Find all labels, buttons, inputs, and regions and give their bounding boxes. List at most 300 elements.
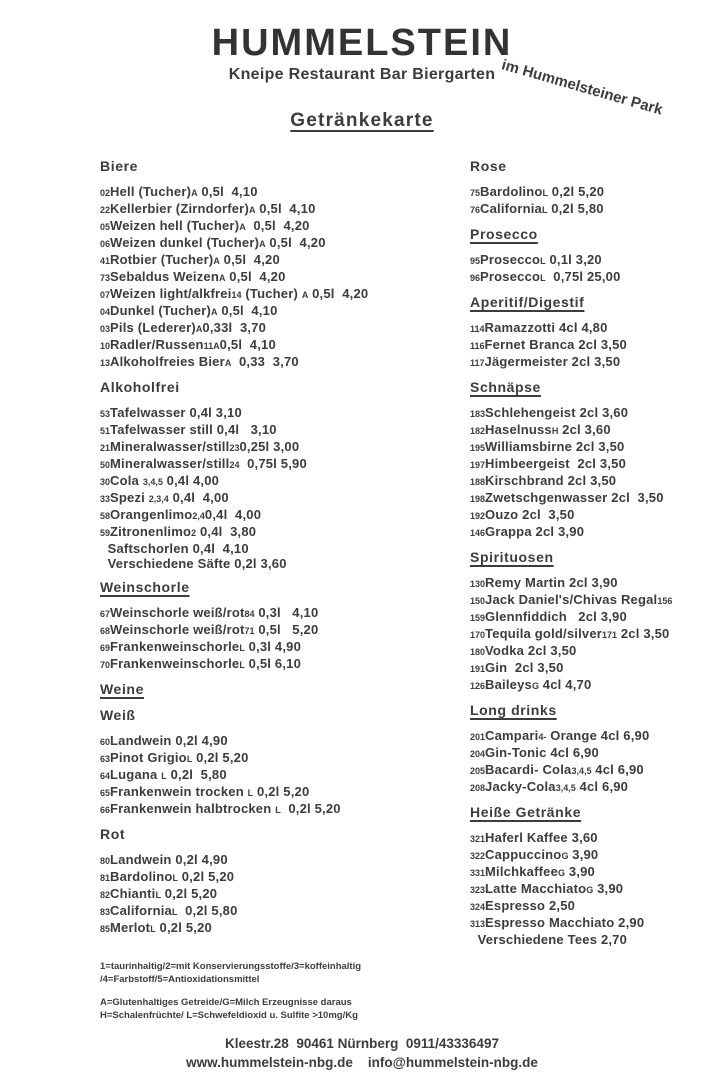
item-ref-number: 322 — [470, 851, 486, 861]
item-text: Hell (Tucher) — [110, 184, 192, 199]
item-text: 2cl 3,50 — [617, 626, 670, 641]
item-ref-number: L — [155, 890, 161, 900]
item-text: Weizen hell (Tucher) — [110, 218, 240, 233]
item-ref-number: 60 — [100, 737, 111, 747]
item-ref-number: 83 — [100, 907, 111, 917]
item-text: Verschiedene Tees 2,70 — [470, 932, 628, 947]
menu-item — [100, 801, 470, 818]
item-text: Frankenwein halbtrocken — [110, 801, 276, 816]
item-ref-number: L — [239, 660, 245, 670]
item-ref-number: 192 — [470, 511, 486, 521]
item-ref-number: 59 — [100, 528, 111, 538]
item-ref-number: 81 — [100, 873, 111, 883]
item-ref-number: 50 — [100, 460, 111, 470]
item-ref-number: 41 — [100, 256, 111, 266]
menu-item — [100, 473, 470, 490]
item-text: Ouzo 2cl 3,50 — [485, 507, 575, 522]
item-text: 0,2l 5,20 — [155, 920, 212, 935]
item-ref-number: 14 — [231, 290, 242, 300]
menu-item — [470, 354, 724, 371]
item-text: Frankenweinschorle — [110, 639, 240, 654]
item-ref-number: 195 — [470, 443, 486, 453]
item-text: Cappuccino — [485, 847, 562, 862]
item-ref-number: 71 — [244, 626, 255, 636]
section-title: Heiße Getränke — [470, 804, 582, 820]
menu-item — [470, 320, 724, 337]
menu-item — [470, 337, 724, 354]
item-ref-number: 198 — [470, 494, 486, 504]
menu-item — [100, 490, 470, 507]
item-ref-number: 07 — [100, 290, 111, 300]
item-ref-number: 205 — [470, 766, 486, 776]
item-text: Schlehengeist 2cl 3,60 — [485, 405, 629, 420]
item-text: 0,5l 6,10 — [244, 656, 302, 671]
item-text: 0,5l 4,20 — [245, 218, 310, 233]
item-text: Tafelwasser 0,4l 3,10 — [110, 405, 242, 420]
column-right — [470, 158, 724, 947]
item-text: Rotbier (Tucher) — [110, 252, 214, 267]
item-text: Prosecco — [480, 252, 541, 267]
section-title: Alkoholfrei — [100, 379, 180, 395]
menu-item — [470, 881, 724, 898]
item-text: 0,4l 4,00 — [168, 490, 229, 505]
item-ref-number: 197 — [470, 460, 486, 470]
item-text: Bardolino — [480, 184, 543, 199]
footer-address: Kleestr.28 90461 Nürnberg 0911/43336497 — [225, 1036, 499, 1051]
menu-item — [100, 422, 470, 439]
item-text: Weinschorle weiß/rot — [110, 605, 245, 620]
item-ref-number: 66 — [100, 805, 111, 815]
menu-item — [470, 592, 724, 609]
item-text: Saftschorlen 0,4l 4,10 — [100, 541, 249, 556]
item-ref-number: 3,4,5 — [555, 783, 576, 793]
item-text: 0,5l 4,10 — [217, 303, 278, 318]
item-text: Alkoholfreies Bier — [110, 354, 225, 369]
item-text: Milchkaffee — [485, 864, 559, 879]
item-ref-number: 11A — [203, 341, 220, 351]
item-text: Jack Daniel's/Chivas Regal — [485, 592, 658, 607]
item-ref-number: L — [275, 805, 281, 815]
item-ref-number: 84 — [244, 609, 255, 619]
footer — [0, 1034, 724, 1072]
item-text: 0,2l 5,20 — [160, 886, 218, 901]
menu-item — [100, 524, 470, 541]
item-text: 0,5l 4,20 — [225, 269, 286, 284]
item-text: Baileys — [485, 677, 532, 692]
menu-item — [470, 626, 724, 643]
menu-item — [100, 903, 470, 920]
menu-item — [100, 405, 470, 422]
item-ref-number: L — [161, 771, 167, 781]
item-ref-number: 321 — [470, 834, 486, 844]
item-ref-number: 116 — [470, 341, 485, 351]
item-ref-number: 05 — [100, 222, 111, 232]
item-ref-number: 23 — [229, 443, 240, 453]
item-text: Frankenwein trocken — [110, 784, 248, 799]
menu-item — [100, 235, 470, 252]
item-text: Espresso 2,50 — [485, 898, 576, 913]
item-text: Glennfiddich 2cl 3,90 — [485, 609, 627, 624]
item-text: Bardolino — [110, 869, 173, 884]
item-text: 0,2l 5,80 — [547, 201, 604, 216]
menu-item — [470, 184, 724, 201]
item-ref-number: 13 — [100, 358, 111, 368]
item-text: 0,4l 4,00 — [204, 507, 262, 522]
menu-item — [470, 643, 724, 660]
menu-item — [470, 847, 724, 864]
item-text: Spezi — [110, 490, 149, 505]
item-ref-number: 22 — [100, 205, 111, 215]
menu-item — [100, 354, 470, 371]
menu-item — [100, 639, 470, 656]
item-text: 0,75l 5,90 — [239, 456, 307, 471]
menu-item — [100, 286, 470, 303]
item-ref-number: 24 — [229, 460, 240, 470]
item-text: 0,5l 4,10 — [197, 184, 258, 199]
item-text: 0,2l 5,20 — [192, 750, 249, 765]
item-ref-number: 159 — [470, 613, 486, 623]
item-ref-number: 117 — [470, 358, 485, 368]
item-text: 0,25l 3,00 — [239, 439, 300, 454]
item-text: Merlot — [110, 920, 151, 935]
item-ref-number: L — [540, 256, 546, 266]
item-ref-number: 150 — [470, 596, 486, 606]
menu-item — [470, 575, 724, 592]
item-ref-number: 30 — [100, 477, 111, 487]
item-text: 0,2l 5,20 — [177, 869, 235, 884]
item-text: Prosecco — [480, 269, 541, 284]
item-ref-number: 80 — [100, 856, 111, 866]
menu-item — [470, 864, 724, 881]
section-title: Weiß — [100, 707, 136, 723]
item-text: 0,1l 3,20 — [545, 252, 602, 267]
item-ref-number: 191 — [470, 664, 486, 674]
menu-item — [100, 556, 470, 571]
item-text: Campari — [485, 728, 539, 743]
item-ref-number: 171 — [602, 630, 618, 640]
section-title: Weine — [100, 681, 144, 697]
item-text: 0,2l 5,20 — [280, 801, 341, 816]
menu-item — [470, 439, 724, 456]
item-text: Orangenlimo — [110, 507, 193, 522]
menu-item — [470, 762, 724, 779]
menu-item — [470, 507, 724, 524]
allergen-line: A=Glutenhaltiges Getreide/G=Milch Erzeugnisse daraus — [100, 997, 352, 1008]
item-text: Vodka 2cl 3,50 — [485, 643, 577, 658]
item-ref-number: 63 — [100, 754, 111, 764]
column-left — [100, 158, 470, 947]
item-text: 0,2l 5,20 — [547, 184, 605, 199]
item-ref-number: 70 — [100, 660, 111, 670]
item-text: Tequila gold/silver — [485, 626, 603, 641]
section-title: Schnäpse — [470, 379, 541, 395]
item-text: Himbeergeist 2cl 3,50 — [485, 456, 627, 471]
item-text: Kirschbrand 2cl 3,50 — [485, 473, 617, 488]
section-title: Spirituosen — [470, 549, 554, 565]
item-ref-number: 76 — [470, 205, 481, 215]
menu-item — [100, 541, 470, 556]
menu-item — [100, 201, 470, 218]
item-text: Remy Martin 2cl 3,90 — [485, 575, 618, 590]
item-ref-number: A — [239, 222, 246, 232]
menu-item — [470, 490, 724, 507]
item-text: Zwetschgenwasser 2cl 3,50 — [485, 490, 664, 505]
item-text: 0,5l 4,20 — [265, 235, 326, 250]
menu-item — [470, 779, 724, 796]
item-text: Mineralwasser/still — [110, 456, 230, 471]
item-text: Pils (Lederer) — [110, 320, 196, 335]
section-title: Aperitif/Digestif — [470, 294, 585, 310]
item-text: Weizen dunkel (Tucher) — [110, 235, 260, 250]
item-ref-number: L — [172, 873, 178, 883]
item-ref-number: 51 — [100, 426, 111, 436]
footer-contact: www.hummelstein-nbg.de info@hummelstein-nbg.de — [186, 1055, 538, 1070]
item-ref-number: 4- — [538, 732, 547, 742]
item-text: Gin-Tonic 4cl 6,90 — [485, 745, 599, 760]
menu-item — [100, 784, 470, 801]
menu-item — [470, 269, 724, 286]
item-text: 3,90 — [565, 864, 595, 879]
item-text: 4cl 6,90 — [575, 779, 629, 794]
footnotes-block — [100, 961, 724, 1022]
item-ref-number: 2,3,4 — [148, 494, 169, 504]
section-title: Long drinks — [470, 702, 557, 718]
item-ref-number: 10 — [100, 341, 111, 351]
item-ref-number: 204 — [470, 749, 486, 759]
item-text: 0,75l 25,00 — [545, 269, 621, 284]
item-text: 0,2l 5,80 — [166, 767, 227, 782]
item-text: Orange 4cl 6,90 — [546, 728, 650, 743]
item-text: Pinot Grigio — [110, 750, 187, 765]
menu-item — [100, 507, 470, 524]
section-title: Biere — [100, 158, 139, 174]
menu-item — [470, 898, 724, 915]
item-ref-number: 331 — [470, 868, 486, 878]
item-ref-number: L — [239, 643, 245, 653]
menu-item — [100, 439, 470, 456]
item-ref-number: 02 — [100, 188, 111, 198]
item-ref-number: 156 — [657, 596, 673, 606]
menu-item — [470, 745, 724, 762]
menu-item — [470, 660, 724, 677]
menu-item — [100, 320, 470, 337]
item-ref-number: 3,4,5 — [142, 477, 163, 487]
menu-item — [470, 677, 724, 694]
menu-item — [100, 218, 470, 235]
menu-item — [100, 269, 470, 286]
item-ref-number: A — [191, 188, 198, 198]
menu-item — [470, 252, 724, 269]
item-ref-number: 67 — [100, 609, 111, 619]
item-ref-number: 53 — [100, 409, 111, 419]
item-text: Verschiedene Säfte 0,2l 3,60 — [100, 556, 287, 571]
section-title: Rose — [470, 158, 507, 174]
menu-item — [100, 733, 470, 750]
menu-item — [470, 405, 724, 422]
item-ref-number: 96 — [470, 273, 481, 283]
item-text: Gin 2cl 3,50 — [485, 660, 564, 675]
item-ref-number: 68 — [100, 626, 111, 636]
item-ref-number: 75 — [470, 188, 481, 198]
item-text: 0,3l 4,90 — [244, 639, 302, 654]
menu-item — [100, 656, 470, 673]
item-ref-number: 146 — [470, 528, 486, 538]
item-ref-number: 03 — [100, 324, 111, 334]
item-text: Weizen light/alkfrei — [110, 286, 232, 301]
item-text: Fernet Branca 2cl 3,50 — [484, 337, 627, 352]
item-ref-number: 170 — [470, 630, 486, 640]
menu-item — [100, 886, 470, 903]
item-text: California — [480, 201, 542, 216]
item-text: Kellerbier (Zirndorfer) — [110, 201, 249, 216]
item-ref-number: 313 — [470, 919, 486, 929]
item-ref-number: 69 — [100, 643, 111, 653]
item-text: 0,33l 3,70 — [202, 320, 267, 335]
item-ref-number: A — [195, 324, 203, 334]
item-ref-number: A — [224, 358, 232, 368]
item-text: Chianti — [110, 886, 156, 901]
item-text: 0,3l 4,10 — [254, 605, 319, 620]
item-text: Bacardi- Cola — [485, 762, 572, 777]
menu-item — [100, 750, 470, 767]
item-ref-number: 3,4,5 — [571, 766, 592, 776]
item-ref-number: 64 — [100, 771, 111, 781]
item-text: Frankenweinschorle — [110, 656, 240, 671]
item-ref-number: 33 — [100, 494, 111, 504]
item-text: Haferl Kaffee 3,60 — [485, 830, 598, 845]
item-text: 0,5l 4,20 — [308, 286, 369, 301]
menu-item — [470, 422, 724, 439]
menu-item — [100, 605, 470, 622]
item-ref-number: H — [551, 426, 559, 436]
menu-item — [100, 920, 470, 937]
item-text: 3,90 — [568, 847, 599, 862]
item-ref-number: G — [586, 885, 594, 895]
item-text: 0,2l 5,80 — [177, 903, 238, 918]
park-tagline: im Hummelsteiner Park — [499, 56, 665, 119]
allergen-line: H=Schalenfrüchte/ L=Schwefeldioxid u. Sulfite >10mg/Kg — [100, 1009, 358, 1021]
item-text: Zitronenlimo — [110, 524, 192, 539]
item-ref-number: L — [541, 205, 548, 215]
item-text: Latte Macchiato — [485, 881, 587, 896]
menu-item — [470, 609, 724, 626]
item-ref-number: A — [248, 205, 256, 215]
menu-item — [470, 524, 724, 541]
item-ref-number: 114 — [470, 324, 485, 334]
item-text: 0,5l 5,20 — [254, 622, 319, 637]
item-ref-number: L — [171, 907, 178, 917]
menu-item — [100, 852, 470, 869]
menu-title: Getränkekarte — [290, 110, 434, 131]
item-ref-number: 183 — [470, 409, 486, 419]
brand-title: HUMMELSTEIN — [211, 22, 513, 64]
item-text: Jägermeister 2cl 3,50 — [484, 354, 621, 369]
menu-item — [470, 473, 724, 490]
item-text: Grappa 2cl 3,90 — [485, 524, 585, 539]
item-ref-number: 182 — [470, 426, 486, 436]
item-ref-number: A — [213, 256, 220, 266]
item-ref-number: 65 — [100, 788, 111, 798]
item-ref-number: 73 — [100, 273, 111, 283]
menu-item — [100, 622, 470, 639]
item-ref-number: L — [542, 188, 548, 198]
item-text: 0,5l 4,20 — [219, 252, 280, 267]
item-ref-number: A — [218, 273, 226, 283]
item-ref-number: L — [247, 788, 254, 798]
footnote-gap — [100, 986, 724, 997]
item-text: 2cl 3,60 — [558, 422, 611, 437]
item-text: 0,4l 3,80 — [196, 524, 257, 539]
item-text: Weinschorle weiß/rot — [110, 622, 245, 637]
menu-item — [100, 337, 470, 354]
item-ref-number: 208 — [470, 783, 486, 793]
item-text: 0,2l 5,20 — [253, 784, 310, 799]
item-ref-number: 201 — [470, 732, 486, 742]
item-text: Landwein 0,2l 4,90 — [110, 852, 228, 867]
menu-columns — [100, 158, 724, 947]
item-text: Mineralwasser/still — [110, 439, 230, 454]
item-text: Tafelwasser still 0,4l 3,10 — [110, 422, 277, 437]
footnote-line: 1=taurinhaltig/2=mit Konservierungsstoffe/3=koffeinhaltig — [100, 961, 362, 972]
item-ref-number: 95 — [470, 256, 481, 266]
item-ref-number: G — [531, 681, 539, 691]
item-ref-number: 180 — [470, 647, 486, 657]
item-text: Cola — [110, 473, 143, 488]
item-text: 0,33 3,70 — [231, 354, 299, 369]
menu-item — [100, 303, 470, 320]
section-title: Prosecco — [470, 226, 538, 242]
menu-item — [100, 869, 470, 886]
item-ref-number: 58 — [100, 511, 111, 521]
item-ref-number: 2 — [191, 528, 197, 538]
item-text: Landwein 0,2l 4,90 — [110, 733, 228, 748]
item-ref-number: L — [186, 754, 193, 764]
item-ref-number: L — [150, 924, 156, 934]
item-text: Ramazzotti 4cl 4,80 — [484, 320, 608, 335]
item-text: Sebaldus Weizen — [110, 269, 219, 284]
item-ref-number: G — [561, 851, 569, 861]
item-text: 3,90 — [593, 881, 624, 896]
item-ref-number: 2,4 — [192, 511, 205, 521]
item-ref-number: 126 — [470, 681, 486, 691]
section-title: Weinschorle — [100, 579, 190, 595]
item-text: Haselnuss — [485, 422, 552, 437]
menu-item — [100, 252, 470, 269]
brand-subtitle: Kneipe Restaurant Bar Biergarten — [228, 66, 496, 83]
footnote-line: /4=Farbstoff/5=Antioxidationsmittel — [100, 973, 260, 985]
item-text: 4cl 6,90 — [591, 762, 644, 777]
menu-item — [470, 830, 724, 847]
item-ref-number: 06 — [100, 239, 111, 249]
menu-item — [470, 915, 724, 932]
item-text: Radler/Russen — [110, 337, 204, 352]
item-ref-number: G — [558, 868, 566, 878]
item-text: Espresso Macchiato 2,90 — [485, 915, 645, 930]
menu-item — [470, 456, 724, 473]
item-text: Dunkel (Tucher) — [110, 303, 212, 318]
menu-item — [100, 767, 470, 784]
menu-item — [470, 201, 724, 218]
item-ref-number: A — [301, 290, 309, 300]
menu-item — [470, 932, 724, 947]
item-ref-number: 82 — [100, 890, 111, 900]
item-text: Lugana — [110, 767, 162, 782]
item-text: 0,5l 4,10 — [255, 201, 316, 216]
item-ref-number: L — [540, 273, 546, 283]
item-text: 0,5l 4,10 — [219, 337, 276, 352]
item-ref-number: 323 — [470, 885, 486, 895]
item-ref-number: 188 — [470, 477, 486, 487]
